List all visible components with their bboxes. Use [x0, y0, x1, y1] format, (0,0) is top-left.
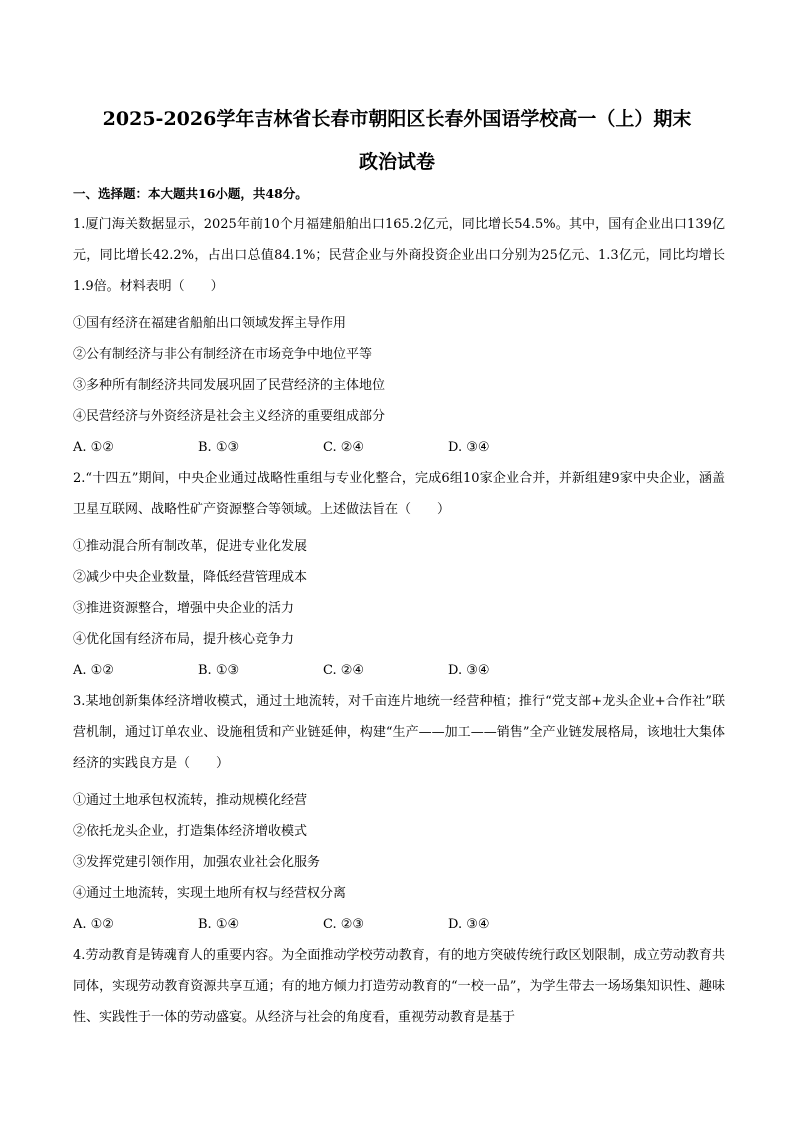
choice-a: A. ①②	[73, 440, 114, 455]
choice-b: B. ①④	[198, 917, 240, 932]
statement-option: ④优化国有经济布局，提升核心竞争力	[73, 632, 295, 647]
statement-option: ①国有经济在福建省船舶出口领域发挥主导作用	[73, 316, 347, 331]
choice-d: D. ③④	[448, 917, 490, 932]
statement-option: ①通过土地承包权流转，推动规模化经营	[73, 793, 308, 808]
question-4	[73, 940, 725, 1033]
question-1	[73, 209, 725, 463]
statement-option: ②减少中央企业数量，降低经营管理成本	[73, 570, 308, 585]
statement-option: ③发挥党建引领作用，加强农业社会化服务	[73, 855, 321, 870]
choice-c: C. ②③	[323, 917, 365, 932]
statement-option: ③多种所有制经济共同发展巩固了民营经济的主体地位	[73, 378, 386, 393]
choice-a: A. ①②	[73, 917, 114, 932]
answer-choices	[73, 432, 725, 463]
question-stem: 1.厦门海关数据显示，2025年前10个月福建船舶出口165.2亿元，同比增长54.5%。其中，国有企业出口139亿元，同比增长42.2%，占出口总值84.1%；民营企业与外商投资企业出口分别为25亿元、1.3亿元，同比均增长1.9倍。材料表明（ ）	[73, 217, 725, 294]
question-stem: 2.“十四五”期间，中央企业通过战略性重组与专业化整合，完成6组10家企业合并，并新组建9家中央企业，涵盖卫星互联网、战略性矿产资源整合等领域。上述做法旨在（ ）	[73, 471, 725, 517]
statement-option: ②公有制经济与非公有制经济在市场竞争中地位平等	[73, 347, 373, 362]
choice-c: C. ②④	[323, 440, 365, 455]
statement-option: ④民营经济与外资经济是社会主义经济的重要组成部分	[73, 409, 386, 424]
question-2	[73, 463, 725, 686]
question-stem: 3.某地创新集体经济增收模式，通过土地流转，对千亩连片地统一经营种植；推行“党支部+龙头企业+合作社”联营机制，通过订单农业、设施租赁和产业链延伸，构建“生产——加工——销售”全产业链发展格局，该地壮大集体经济的实践良方是（ ）	[73, 694, 725, 771]
answer-choices	[73, 655, 725, 686]
exam-content	[73, 184, 725, 1039]
question-3	[73, 686, 725, 940]
choice-d: D. ③④	[448, 440, 490, 455]
choice-b: B. ①③	[198, 440, 240, 455]
statement-option: ①推动混合所有制改革，促进专业化发展	[73, 539, 308, 554]
choice-b: B. ①③	[198, 663, 240, 678]
question-stem: 4.劳动教育是铸魂育人的重要内容。为全面推动学校劳动教育，有的地方突破传统行政区划限制，成立劳动教育共同体，实现劳动教育资源共享互通；有的地方倾力打造劳动教育的“一校一品”，为学生带去一场场集知识性、趣味性、实践性于一体的劳动盛宴。从经济与社会的角度看，重视劳动教育是基于	[73, 948, 725, 1025]
exam-title-line2: 政治试卷	[358, 151, 435, 173]
choice-a: A. ①②	[73, 663, 114, 678]
choice-c: C. ②④	[323, 663, 365, 678]
section-heading: 一、选择题：本大题共16小题，共48分。	[73, 186, 308, 201]
choice-d: D. ③④	[448, 663, 490, 678]
answer-choices	[73, 909, 725, 940]
exam-title-line1: 2025-2026学年吉林省长春市朝阳区长春外国语学校高一（上）期末	[102, 108, 692, 130]
statement-option: ②依托龙头企业，打造集体经济增收模式	[73, 824, 308, 839]
statement-option: ③推进资源整合，增强中央企业的活力	[73, 601, 295, 616]
statement-option: ④通过土地流转，实现土地所有权与经营权分离	[73, 886, 347, 901]
